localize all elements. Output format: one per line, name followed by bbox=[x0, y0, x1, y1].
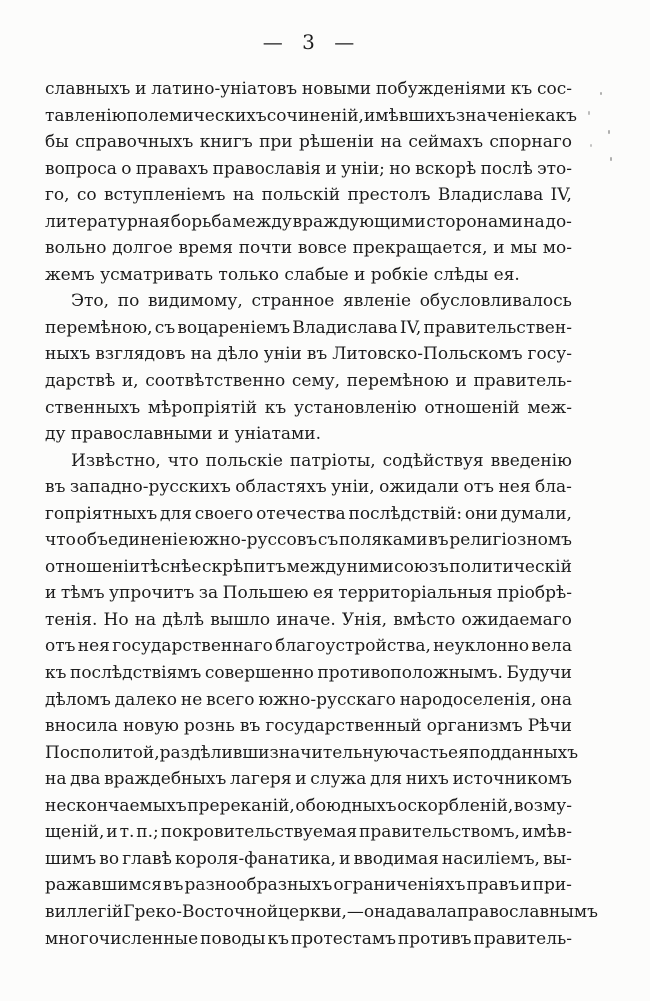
text-line: вопроса о правахъ православія и уніи; но вскорѣ послѣ это- bbox=[45, 158, 572, 179]
scan-speck bbox=[590, 144, 592, 147]
text-line: отъ нея государственнаго благоустройства, неуклонно вела bbox=[45, 636, 572, 657]
text-line: дѣломъ далеко не всего южно-русскаго народоселенія, она bbox=[45, 689, 572, 710]
text-line: многочисленные поводы къ протестамъ противъ правитель- bbox=[45, 928, 572, 949]
text-line: въ западно-русскихъ областяхъ уніи, ожидали отъ нея бла- bbox=[45, 477, 572, 498]
text-line: го, со вступленіемъ на польскій престолъ Владислава IV, bbox=[45, 185, 572, 206]
text-line: щеній, и т. п.; покровительствуемая правительствомъ, имѣв- bbox=[45, 822, 572, 843]
page-text bbox=[45, 76, 598, 952]
text-line: виллегій Греко-Восточной церкви,—она давала православнымъ bbox=[45, 901, 598, 922]
text-line: ныхъ взглядовъ на дѣло уніи въ Литовско-Польскомъ госу- bbox=[45, 344, 572, 365]
text-line: къ послѣдствіямъ совершенно противоположнымъ. Будучи bbox=[45, 663, 572, 684]
text-line: Это, по видимому, странное явленіе обусловливалось bbox=[71, 291, 572, 312]
text-line: ду православными и уніатами. bbox=[45, 424, 322, 445]
text-line: Посполитой, раздѣливши значительную часть ея подданныхъ bbox=[45, 742, 579, 763]
scan-speck bbox=[608, 130, 610, 134]
text-line: ражавшимся въ разнообразныхъ ограниченіяхъ правъ и при- bbox=[45, 875, 572, 896]
text-line: что объединеніе южно-руссовъ съ поляками въ религіозномъ bbox=[45, 530, 572, 551]
text-line: литературная борьба между враждующими сторонами на до- bbox=[45, 211, 572, 232]
text-line: перемѣною, съ воцареніемъ Владислава IV, правительствен- bbox=[45, 317, 572, 338]
scan-speck bbox=[588, 111, 590, 115]
text-line: тавленію полемическихъ сочиненій, имѣвшихъ значеніе какъ bbox=[45, 105, 577, 126]
page-number: — 3 — bbox=[262, 30, 355, 54]
text-line: гопріятныхъ для своего отечества послѣдствій: они думали, bbox=[45, 503, 572, 524]
text-line: жемъ усматривать только слабые и робкіе слѣды ея. bbox=[45, 264, 520, 285]
text-line: на два враждебныхъ лагеря и служа для нихъ источникомъ bbox=[45, 769, 572, 790]
text-line: отношеніи тѣснѣе скрѣпитъ между ними союзъ политическій bbox=[45, 556, 572, 577]
text-line: вносила новую рознь въ государственный организмъ Рѣчи bbox=[45, 716, 572, 737]
text-line: славныхъ и латино-уніатовъ новыми побужденіями къ сос- bbox=[45, 79, 572, 99]
text-line: нескончаемыхъ пререканій, обоюдныхъ оскорбленій, возму- bbox=[45, 795, 572, 816]
text-line: бы справочныхъ книгъ при рѣшеніи на сеймахъ спорнаго bbox=[45, 132, 572, 153]
scan-speck bbox=[600, 92, 602, 95]
text-line: Извѣстно, что польскіе патріоты, содѣйствуя введенію bbox=[71, 450, 572, 471]
text-line: тенія. Но на дѣлѣ вышло иначе. Унія, вмѣсто ожидаемаго bbox=[45, 609, 572, 630]
text-line: шимъ во главѣ короля-фанатика, и вводимая насиліемъ, вы- bbox=[45, 848, 572, 869]
scan-speck bbox=[610, 157, 612, 161]
text-line: ственныхъ мѣропріятій къ установленію отношеній меж- bbox=[45, 397, 572, 418]
text-line: вольно долгое время почти вовсе прекращается, и мы мо- bbox=[45, 238, 572, 259]
text-line: дарствѣ и, соотвѣтственно сему, перемѣною и правитель- bbox=[45, 371, 572, 392]
text-line: и тѣмъ упрочитъ за Польшею ея территоріальныя пріобрѣ- bbox=[45, 583, 572, 604]
